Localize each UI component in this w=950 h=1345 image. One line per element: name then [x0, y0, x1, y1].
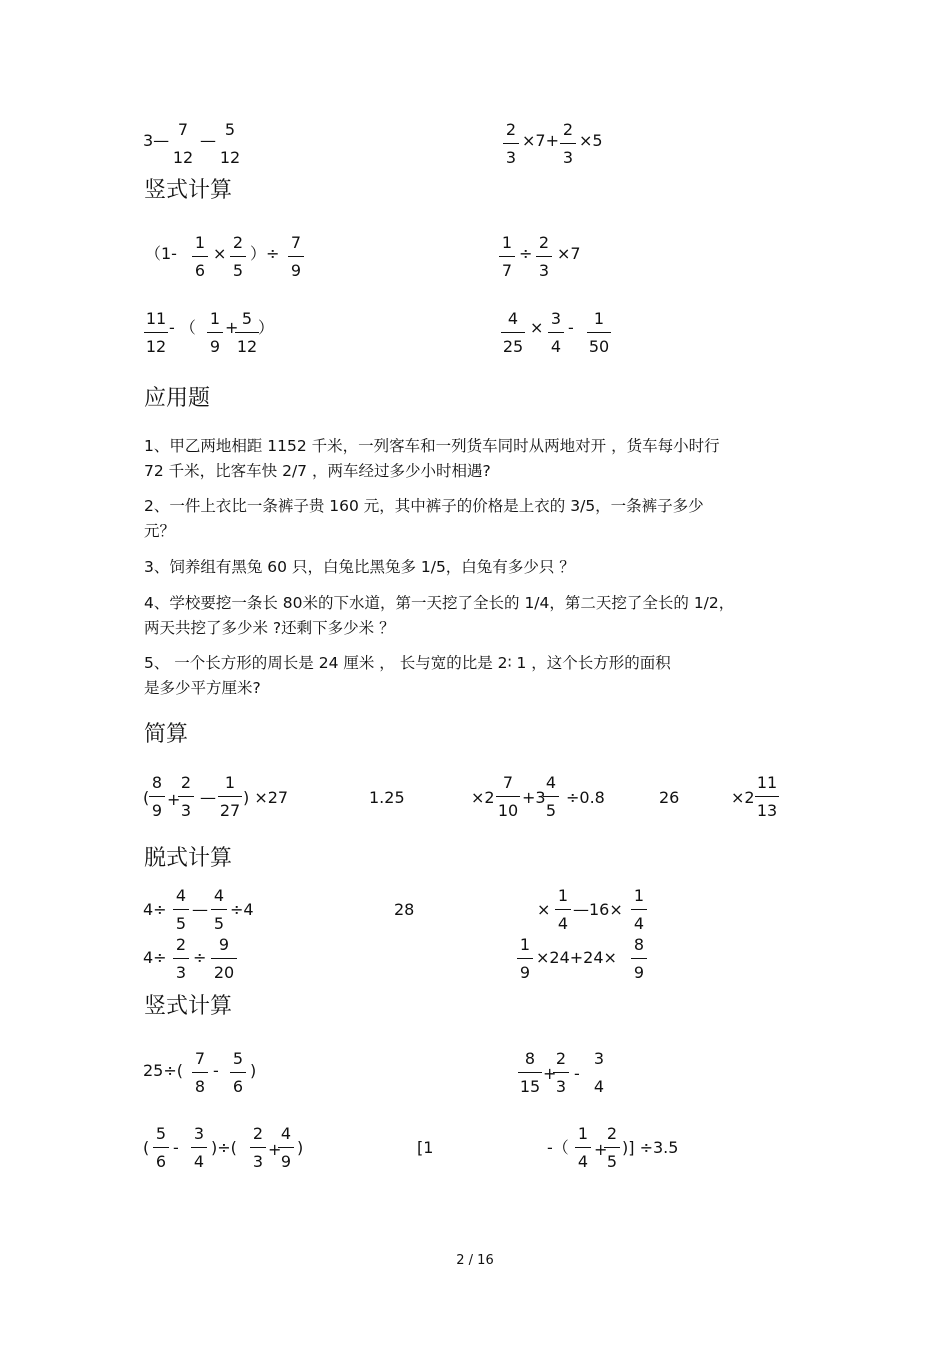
expr-text: × [537, 900, 551, 919]
problem-line: 两天共挖了多少米 ?还剩下多少米 ？ [144, 619, 395, 637]
problem-line: 5、 一个长方形的周长是 24 厘米 ， 长与宽的比是 2∶ 1 ，这个长方形的面积 [144, 654, 671, 672]
denominator: 20 [213, 963, 235, 982]
fraction [503, 122, 519, 166]
fraction-bar [536, 256, 552, 257]
expr-text: - [568, 318, 574, 337]
denominator: 5 [175, 914, 187, 933]
denominator: 5 [213, 914, 225, 933]
denominator: 3 [562, 148, 574, 167]
denominator: 9 [209, 337, 221, 356]
fraction [501, 311, 525, 355]
fraction-bar [501, 332, 525, 333]
expr-text: ）÷ [250, 244, 280, 263]
denominator: 5 [545, 801, 557, 820]
expr-text: + [543, 1064, 557, 1083]
fraction-bar [153, 1147, 169, 1148]
fraction [560, 122, 576, 166]
numerator: 1 [519, 935, 531, 954]
fraction-bar [604, 1147, 620, 1148]
denominator: 6 [232, 1077, 244, 1096]
fraction [575, 1126, 591, 1170]
fraction-bar [230, 1072, 246, 1073]
fraction-bar [192, 1072, 208, 1073]
expr-text: × [530, 318, 544, 337]
expr-text: )] ÷3.5 [622, 1138, 679, 1157]
numerator: 1 [194, 233, 206, 252]
expr-text: ×2 [471, 788, 495, 807]
expr-text: - [213, 1061, 219, 1080]
numerator: 5 [224, 120, 236, 139]
expr-text: )÷( [211, 1138, 237, 1157]
denominator: 12 [145, 337, 167, 356]
expr-text: — [192, 900, 208, 919]
numerator: 4 [213, 886, 225, 905]
fraction-bar [173, 909, 189, 910]
denominator: 9 [151, 801, 163, 820]
denominator: 7 [501, 261, 513, 280]
expr-text: 28 [394, 900, 415, 919]
fraction-bar [631, 909, 647, 910]
numerator: 4 [507, 309, 519, 328]
expr-text: — [200, 788, 216, 807]
numerator: 1 [224, 773, 236, 792]
expr-text: [1 [417, 1138, 434, 1157]
expr-text: + [225, 318, 239, 337]
expr-text: ÷ [193, 948, 207, 967]
fraction-bar [575, 1147, 591, 1148]
denominator: 12 [172, 148, 194, 167]
fraction-bar [173, 958, 189, 959]
fraction [536, 235, 552, 279]
numerator: 1 [557, 886, 569, 905]
fraction-bar [517, 958, 533, 959]
fraction [230, 1051, 246, 1095]
numerator: 7 [194, 1049, 206, 1068]
expr-text: × [213, 244, 227, 263]
fraction [211, 888, 227, 932]
expr-text: ×7+ [522, 131, 559, 150]
expr-text: —16× [573, 900, 623, 919]
fraction-bar [144, 332, 168, 333]
expr-text: ） [258, 318, 275, 337]
numerator: 2 [232, 233, 244, 252]
numerator: 2 [538, 233, 550, 252]
denominator: 4 [633, 914, 645, 933]
numerator: 4 [175, 886, 187, 905]
numerator: 2 [562, 120, 574, 139]
numerator: 1 [209, 309, 221, 328]
expr-text: ( [143, 1138, 150, 1157]
fraction [518, 1051, 542, 1095]
fraction [207, 311, 223, 355]
denominator: 6 [194, 261, 206, 280]
numerator: 1 [633, 886, 645, 905]
fraction [168, 122, 198, 166]
fraction [517, 937, 533, 981]
expr-text: ÷4 [230, 900, 254, 919]
numerator: 5 [232, 1049, 244, 1068]
fraction [215, 122, 245, 166]
fraction-bar [548, 332, 564, 333]
numerator: 3 [550, 309, 562, 328]
numerator: 2 [175, 935, 187, 954]
denominator: 4 [577, 1152, 589, 1171]
denominator: 9 [280, 1152, 292, 1171]
numerator: 1 [593, 309, 605, 328]
numerator: 2 [606, 1124, 618, 1143]
expr-text: - [173, 1138, 179, 1157]
expr-text: ×2 [731, 788, 755, 807]
denominator: 15 [519, 1077, 541, 1096]
fraction [230, 235, 246, 279]
section-heading: 脱式计算 [144, 846, 233, 871]
fraction [192, 1051, 208, 1095]
fraction [499, 235, 515, 279]
fraction-bar [555, 909, 571, 910]
expr-text: ) ×27 [243, 788, 289, 807]
fraction-bar [503, 143, 519, 144]
denominator: 3 [252, 1152, 264, 1171]
fraction-bar [553, 1072, 569, 1073]
problem-line: 2、一件上衣比一条裤子贵 160 元，其中裤子的价格是上衣的 3/5，一条裤子多少 [144, 497, 704, 515]
expr-text: 1.25 [369, 788, 405, 807]
expr-text: （1- [145, 244, 177, 263]
fraction-bar [211, 958, 237, 959]
expr-text: + [594, 1140, 608, 1159]
fraction [149, 775, 165, 819]
fraction-bar [496, 796, 520, 797]
numerator: 8 [524, 1049, 536, 1068]
fraction-bar [191, 1147, 207, 1148]
denominator: 4 [550, 337, 562, 356]
fraction [144, 311, 168, 355]
expr-text: 3— [143, 131, 170, 150]
expr-text: -（ [547, 1138, 569, 1157]
expr-text: 25÷( [143, 1061, 184, 1080]
numerator: 4 [280, 1124, 292, 1143]
section-heading: 简算 [144, 722, 189, 747]
numerator: 7 [177, 120, 189, 139]
denominator: 3 [555, 1077, 567, 1096]
expr-text: + [268, 1140, 282, 1159]
expr-text: 4÷ [143, 900, 167, 919]
fraction-bar [207, 332, 223, 333]
problem-4 [144, 591, 824, 641]
numerator: 7 [290, 233, 302, 252]
numerator: 2 [180, 773, 192, 792]
expr-text: ) [297, 1138, 304, 1157]
numerator: 9 [218, 935, 230, 954]
expr-text: 4÷ [143, 948, 167, 967]
denominator: 8 [194, 1077, 206, 1096]
fraction-bar [560, 143, 576, 144]
expr-text: ×7 [557, 244, 581, 263]
numerator: 1 [501, 233, 513, 252]
denominator: 5 [232, 261, 244, 280]
fraction-bar [499, 256, 515, 257]
fraction [755, 775, 779, 819]
fraction-bar [235, 332, 259, 333]
fraction-bar [518, 1072, 542, 1073]
fraction [591, 1051, 607, 1095]
denominator: 9 [290, 261, 302, 280]
fraction-bar [591, 1072, 607, 1073]
fraction [278, 1126, 294, 1170]
fraction-bar [230, 256, 246, 257]
denominator: 3 [175, 963, 187, 982]
fraction [218, 775, 242, 819]
numerator: 11 [756, 773, 778, 792]
expr-text: ×24+24× [536, 948, 617, 967]
numerator: 2 [252, 1124, 264, 1143]
numerator: 2 [555, 1049, 567, 1068]
denominator: 12 [219, 148, 241, 167]
page-number: 2 / 16 [456, 1253, 494, 1268]
denominator: 10 [497, 801, 519, 820]
fraction-bar [631, 958, 647, 959]
numerator: 4 [545, 773, 557, 792]
fraction-bar [149, 796, 165, 797]
denominator: 6 [155, 1152, 167, 1171]
problem-line: 3、饲养组有黑兔 60 只，白兔比黑兔多 1/5，白兔有多少只 ？ [144, 558, 575, 576]
fraction [553, 1051, 569, 1095]
fraction [631, 888, 647, 932]
problem-2 [144, 494, 824, 544]
denominator: 25 [502, 337, 524, 356]
fraction-bar [215, 143, 245, 144]
expr-text: +3 [522, 788, 546, 807]
fraction [496, 775, 520, 819]
fraction [631, 937, 647, 981]
fraction [250, 1126, 266, 1170]
fraction-bar [543, 796, 559, 797]
denominator: 3 [180, 801, 192, 820]
fraction-bar [178, 796, 194, 797]
problem-3 [144, 555, 824, 580]
fraction-bar [218, 796, 242, 797]
fraction-bar [587, 332, 611, 333]
fraction-bar [211, 909, 227, 910]
problem-line: 72 千米，比客车快 2/7 ，两车经过多少小时相遇? [144, 462, 491, 480]
problem-5 [144, 651, 824, 701]
expr-text: ÷0.8 [566, 788, 605, 807]
expr-text: - [574, 1064, 580, 1083]
fraction [543, 775, 559, 819]
expr-text: ) [250, 1061, 257, 1080]
denominator: 4 [557, 914, 569, 933]
denominator: 50 [588, 337, 610, 356]
numerator: 11 [145, 309, 167, 328]
fraction [173, 937, 189, 981]
numerator: 1 [577, 1124, 589, 1143]
fraction [587, 311, 611, 355]
denominator: 3 [538, 261, 550, 280]
problem-line: 4、学校要挖一条长 80米的下水道，第一天挖了全长的 1/4，第二天挖了全长的 1/2， [144, 594, 735, 612]
numerator: 8 [151, 773, 163, 792]
expr-text: - （ [169, 318, 196, 337]
expr-text: + [167, 790, 181, 809]
expr-text: ( [143, 788, 150, 807]
expr-text: 26 [659, 788, 680, 807]
fraction [555, 888, 571, 932]
fraction-bar [288, 256, 304, 257]
fraction [548, 311, 564, 355]
denominator: 9 [519, 963, 531, 982]
fraction [173, 888, 189, 932]
numerator: 7 [502, 773, 514, 792]
problem-line: 是多少平方厘米? [144, 679, 261, 697]
fraction [211, 937, 237, 981]
problem-1 [144, 434, 824, 484]
section-heading: 竖式计算 [144, 178, 233, 203]
numerator: 5 [241, 309, 253, 328]
fraction [604, 1126, 620, 1170]
expr-text: ÷ [519, 244, 533, 263]
section-heading: 竖式计算 [144, 994, 233, 1019]
fraction [153, 1126, 169, 1170]
problem-line: 元？ [144, 522, 176, 540]
denominator: 4 [193, 1152, 205, 1171]
fraction [288, 235, 304, 279]
expr-text: ×5 [579, 131, 603, 150]
fraction [235, 311, 259, 355]
numerator: 3 [593, 1049, 605, 1068]
problem-line: 1、甲乙两地相距 1152 千米，一列客车和一列货车同时从两地对开 ，货车每小时行 [144, 437, 720, 455]
numerator: 3 [193, 1124, 205, 1143]
numerator: 8 [633, 935, 645, 954]
fraction [178, 775, 194, 819]
fraction-bar [278, 1147, 294, 1148]
denominator: 13 [756, 801, 778, 820]
denominator: 12 [236, 337, 258, 356]
numerator: 5 [155, 1124, 167, 1143]
expr-text: — [200, 131, 216, 150]
fraction-bar [192, 256, 208, 257]
denominator: 27 [219, 801, 241, 820]
denominator: 9 [633, 963, 645, 982]
fraction-bar [168, 143, 198, 144]
denominator: 5 [606, 1152, 618, 1171]
fraction-bar [755, 796, 779, 797]
section-heading: 应用题 [144, 386, 211, 411]
fraction-bar [250, 1147, 266, 1148]
numerator: 2 [505, 120, 517, 139]
fraction [191, 1126, 207, 1170]
denominator: 4 [593, 1077, 605, 1096]
denominator: 3 [505, 148, 517, 167]
fraction [192, 235, 208, 279]
